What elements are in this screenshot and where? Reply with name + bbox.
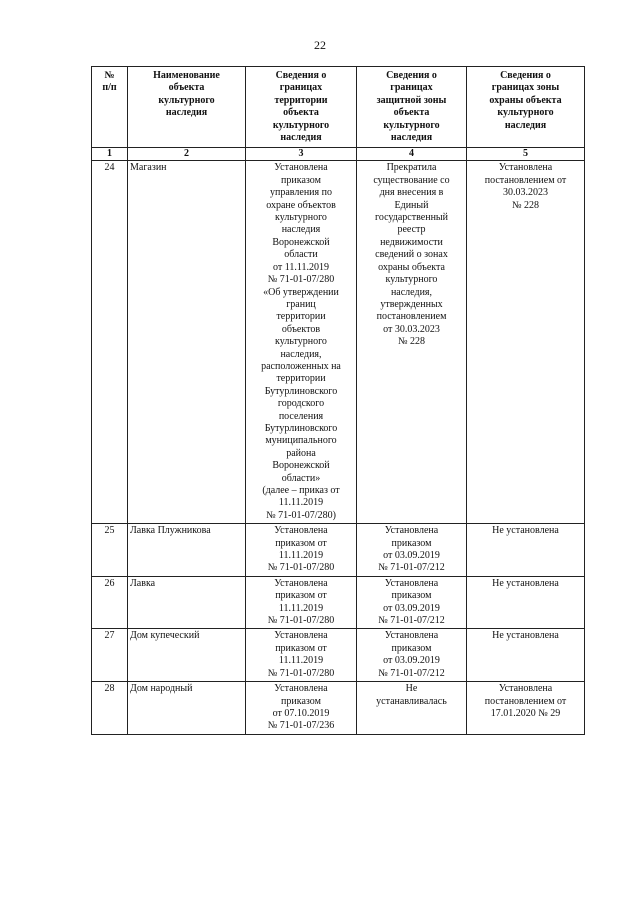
column-number-row: [92, 148, 585, 161]
row-number: 24: [92, 161, 128, 524]
territory-info: Установлена приказом от 11.11.2019 № 71-01-07/280: [246, 524, 357, 577]
column-number: 4: [357, 148, 467, 161]
protective-zone-info: Не устанавливалась: [357, 682, 467, 735]
page-number: 22: [314, 38, 326, 52]
protective-zone-info: Прекратила существование со дня внесения в Единый государственный реестр недвижимости сведений о зонах охраны объекта культурного наследия, утвержденных постановлением от 30.03.2023 № 228: [357, 161, 467, 524]
protection-zone-info: Установлена постановлением от 17.01.2020 № 29: [467, 682, 585, 735]
column-number: 2: [128, 148, 246, 161]
protective-zone-info: Установлена приказом от 03.09.2019 № 71-01-07/212: [357, 524, 467, 577]
header-territory-boundaries: Сведения о границах территории объекта культурного наследия: [246, 67, 357, 148]
table-row: [92, 524, 585, 577]
protective-zone-info: Установлена приказом от 03.09.2019 № 71-01-07/212: [357, 576, 467, 629]
protective-zone-info: Установлена приказом от 03.09.2019 № 71-01-07/212: [357, 629, 467, 682]
table-row: [92, 576, 585, 629]
table-row: [92, 161, 585, 524]
table-row: [92, 629, 585, 682]
territory-info: Установлена приказом от 11.11.2019 № 71-01-07/280: [246, 629, 357, 682]
object-name: Дом народный: [128, 682, 246, 735]
row-number: 28: [92, 682, 128, 735]
protection-zone-info: Не установлена: [467, 629, 585, 682]
row-number: 25: [92, 524, 128, 577]
territory-info: Установлена приказом от 07.10.2019 № 71-01-07/236: [246, 682, 357, 735]
protection-zone-info: Установлена постановлением от 30.03.2023 № 228: [467, 161, 585, 524]
row-number: 27: [92, 629, 128, 682]
header-protection-zone: Сведения о границах зоны охраны объекта культурного наследия: [467, 67, 585, 148]
object-name: Магазин: [128, 161, 246, 524]
header-object-name: Наименование объекта культурного наследия: [128, 67, 246, 148]
protection-zone-info: Не установлена: [467, 524, 585, 577]
territory-info: Установлена приказом от 11.11.2019 № 71-01-07/280: [246, 576, 357, 629]
row-number: 26: [92, 576, 128, 629]
object-name: Лавка: [128, 576, 246, 629]
table-row: [92, 682, 585, 735]
protection-zone-info: Не установлена: [467, 576, 585, 629]
heritage-objects-table: [91, 66, 585, 735]
column-number: 1: [92, 148, 128, 161]
object-name: Дом купеческий: [128, 629, 246, 682]
column-number: 5: [467, 148, 585, 161]
header-protective-zone: Сведения о границах защитной зоны объекта культурного наследия: [357, 67, 467, 148]
table-header-row: [92, 67, 585, 148]
header-number: № п/п: [92, 67, 128, 148]
object-name: Лавка Плужникова: [128, 524, 246, 577]
column-number: 3: [246, 148, 357, 161]
territory-info: Установлена приказом управления по охране объектов культурного наследия Воронежской области от 11.11.2019 № 71-01-07/280 «Об утверждении границ территории объектов культурного наследия, расположенных на территории Бутурлиновского городского поселения Бутурлиновского муниципального района Воронежской области» (далее – приказ от 11.11.2019 № 71-01-07/280): [246, 161, 357, 524]
